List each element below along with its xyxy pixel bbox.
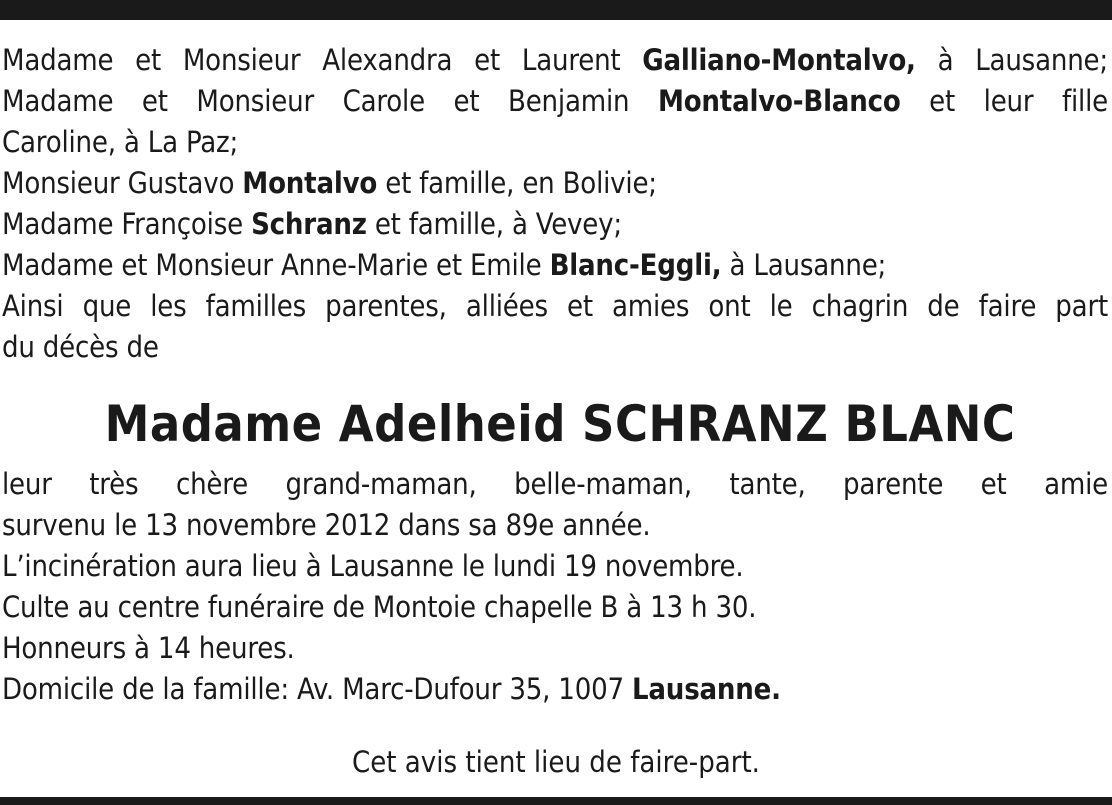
- family-surname: Blanc-Eggli,: [549, 248, 722, 282]
- detail-text: Culte au centre funéraire de Montoie chapelle B à 13 h 30.: [2, 590, 757, 624]
- family-surname: Montalvo-Blanco: [657, 84, 901, 118]
- detail-line-honours: [2, 628, 1108, 669]
- family-surname: Montalvo: [242, 166, 378, 200]
- detail-text: L’incinération aura lieu à Lausanne le lundi 19 novembre.: [2, 549, 744, 583]
- family-line-place: et famille, en Bolivie;: [377, 166, 657, 200]
- detail-text: survenu le 13 novembre 2012 dans sa 89e année.: [2, 508, 651, 542]
- family-line-place: à Lausanne;: [915, 43, 1108, 77]
- detail-text: Domicile de la famille: Av. Marc-Dufour 35, 1007: [2, 672, 632, 706]
- detail-line-date: [2, 505, 1108, 546]
- family-line-gustavo-montalvo: [2, 163, 1108, 204]
- family-line-text: Madame et Monsieur Anne-Marie et Emile: [2, 248, 550, 282]
- family-line-montalvo-blanco: [2, 81, 1108, 122]
- family-line-galliano-montalvo: [2, 40, 1108, 81]
- detail-text: leur très chère grand-maman, belle-maman, tante, parente et amie: [2, 467, 1108, 501]
- family-line-text: Monsieur Gustavo: [2, 166, 243, 200]
- family-line-caroline: [2, 122, 1108, 163]
- family-line-schranz: [2, 204, 1108, 245]
- detail-text: Honneurs à 14 heures.: [2, 631, 295, 665]
- detail-line-incineration: [2, 546, 1108, 587]
- family-line-blanc-eggli: [2, 245, 1108, 286]
- family-line-text: Ainsi que les familles parentes, alliées et amies ont le chagrin de faire part: [2, 289, 1108, 323]
- family-line-deces: [2, 327, 1108, 368]
- deceased-name: Madame Adelheid SCHRANZ BLANC: [104, 395, 1016, 453]
- family-line-text: Madame Françoise: [2, 207, 252, 241]
- bottom-border-rule: [0, 797, 1112, 805]
- family-line-place: et famille, à Vevey;: [366, 207, 622, 241]
- detail-line-address: [2, 669, 1108, 710]
- closing-note: Cet avis tient lieu de faire-part.: [352, 745, 760, 779]
- family-line-place: à Lausanne;: [721, 248, 887, 282]
- family-line-text: du décès de: [2, 330, 159, 364]
- family-line-text: Madame et Monsieur Carole et Benjamin: [2, 84, 658, 118]
- top-border-rule: [0, 0, 1112, 20]
- address-city: Lausanne.: [631, 672, 781, 706]
- family-line-place: et leur fille: [900, 84, 1108, 118]
- family-surname: Schranz: [251, 207, 367, 241]
- family-surname: Galliano-Montalvo,: [642, 43, 916, 77]
- family-line-text: Madame et Monsieur Alexandra et Laurent: [2, 43, 643, 77]
- detail-line-service: [2, 587, 1108, 628]
- family-line-text: Caroline, à La Paz;: [2, 125, 239, 159]
- obituary-notice: [2, 40, 1108, 710]
- family-line-relatives: [2, 286, 1108, 327]
- detail-line-relationship: [2, 464, 1108, 505]
